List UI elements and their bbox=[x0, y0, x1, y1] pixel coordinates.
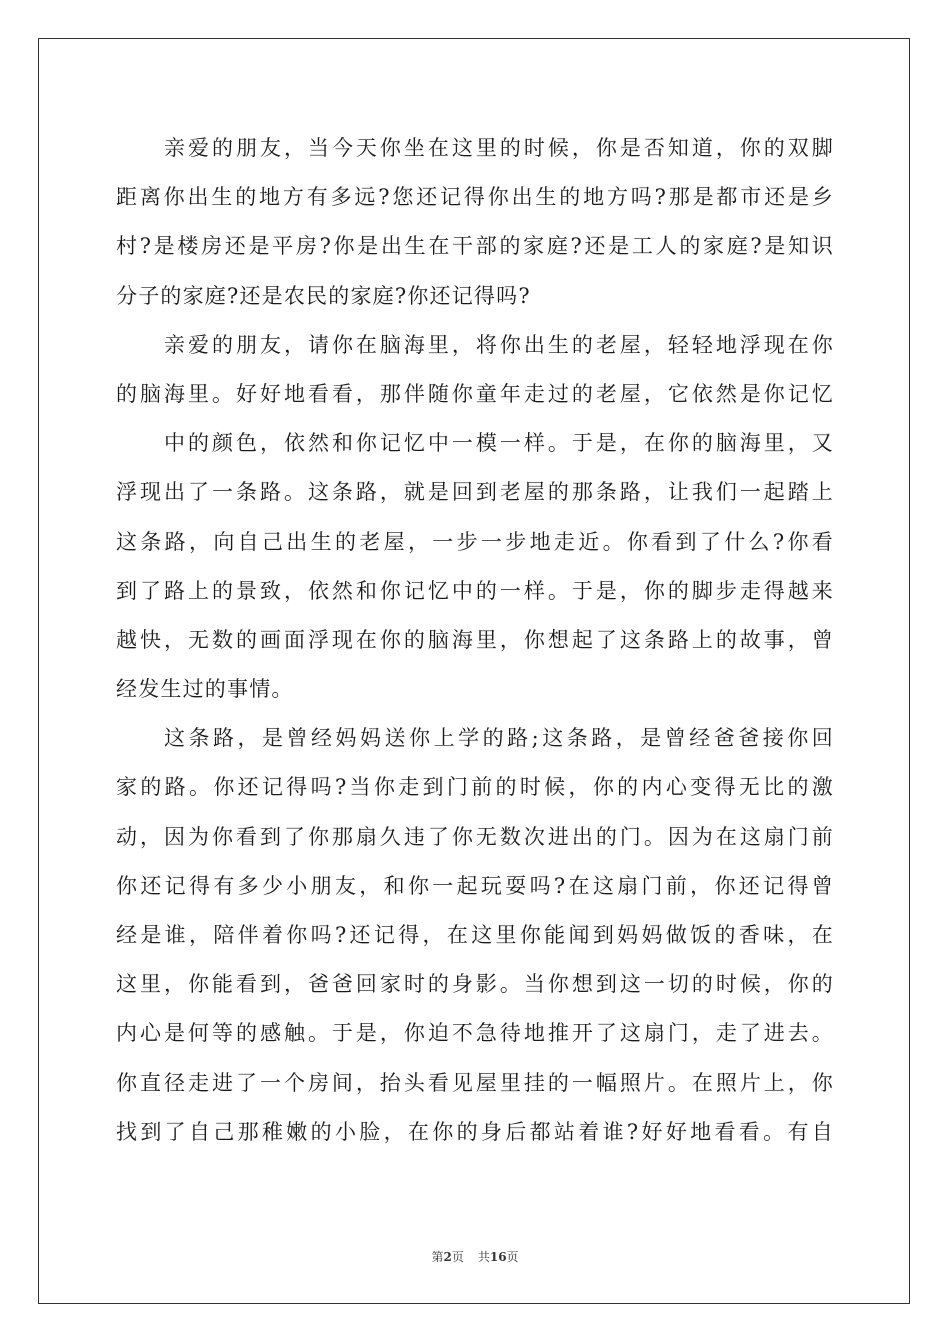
text-line: 浮现出了一条路。这条路，就是回到老屋的那条路，让我们一起踏上 bbox=[116, 480, 834, 505]
text-line: 你直径走进了一个房间，抬头看见屋里挂的一幅照片。在照片上，你 bbox=[116, 1070, 834, 1095]
total-pages: 16 bbox=[489, 1250, 507, 1264]
text-line: 村?是楼房还是平房?你是出生在干部的家庭?还是工人的家庭?是知识 bbox=[116, 234, 834, 259]
text-line: 亲爱的朋友，当今天你坐在这里的时候，你是否知道，你的双脚 bbox=[164, 136, 834, 160]
text-line: 中的颜色，依然和你记忆中一模一样。于是，在你的脑海里，又 bbox=[164, 431, 834, 456]
text-line: 经发生过的事情。 bbox=[116, 677, 294, 702]
text-line: 家的路。你还记得吗?当你走到门前的时候，你的内心变得无比的激 bbox=[116, 775, 834, 800]
text-line: 到了路上的景致，依然和你记忆中的一样。于是，你的脚步走得越来 bbox=[116, 578, 834, 603]
page-prefix: 第 bbox=[431, 1250, 444, 1264]
total-suffix: 页 bbox=[506, 1250, 519, 1264]
text-line: 经是谁，陪伴着你吗?还记得，在这里你能闻到妈妈做饭的香味，在 bbox=[116, 923, 834, 947]
text-line: 这条路，向自己出生的老屋，一步一步地走近。你看到了什么?你看 bbox=[116, 529, 834, 554]
text-line: 的脑海里。好好地看看，那伴随你童年走过的老屋，它依然是你记忆 bbox=[116, 381, 834, 406]
total-prefix: 共 bbox=[477, 1250, 490, 1264]
text-line: 这里，你能看到，爸爸回家时的身影。当你想到这一切的时候，你的 bbox=[116, 972, 834, 997]
document-body bbox=[116, 124, 834, 1157]
text-line: 这条路，是曾经妈妈送你上学的路;这条路，是曾经爸爸接你回 bbox=[164, 726, 834, 751]
text-line: 越快，无数的画面浮现在你的脑海里，你想起了这条路上的故事，曾 bbox=[116, 627, 834, 652]
page-footer bbox=[0, 1248, 950, 1265]
text-line: 动，因为你看到了你那扇久违了你无数次进出的门。因为在这扇门前 bbox=[116, 824, 834, 849]
text-line: 距离你出生的地方有多远?您还记得你出生的地方吗?那是都市还是乡 bbox=[116, 185, 834, 210]
text-line: 你还记得有多少小朋友，和你一起玩耍吗?在这扇门前，你还记得曾 bbox=[116, 873, 834, 898]
page-suffix: 页 bbox=[451, 1250, 464, 1264]
page-number: 2 bbox=[443, 1250, 452, 1264]
text-line: 内心是何等的感触。于是，你迫不急待地推开了这扇门，走了进去。 bbox=[116, 1021, 834, 1046]
text-line: 找到了自己那稚嫩的小脸，在你的身后都站着谁?好好地看看。有自 bbox=[116, 1119, 834, 1144]
text-line: 分子的家庭?还是农民的家庭?你还记得吗? bbox=[116, 283, 531, 308]
text-line: 亲爱的朋友，请你在脑海里，将你出生的老屋，轻轻地浮现在你 bbox=[164, 332, 834, 357]
